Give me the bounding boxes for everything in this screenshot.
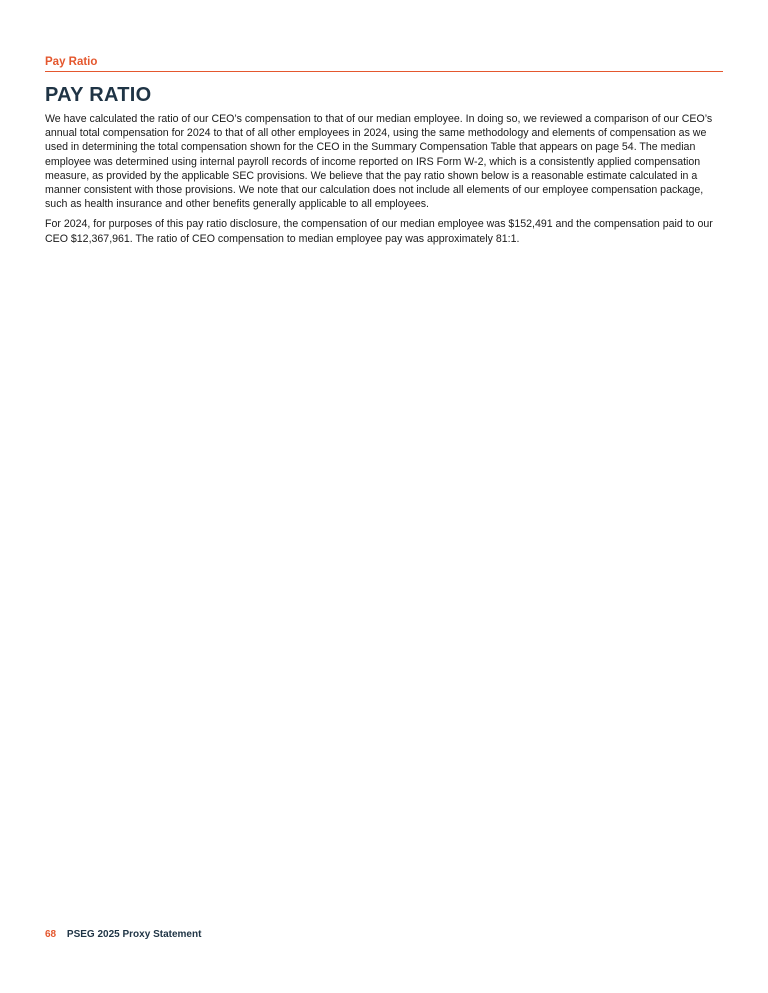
header-divider: [45, 71, 723, 72]
page-title: PAY RATIO: [45, 84, 152, 106]
paragraph-methodology: We have calculated the ratio of our CEO’s compensation to that of our median employee. In doing so, we reviewed a comparison of our CEO’s annual total compensation for 2024 to that of all other employees in 2024, using the same methodology and elements of compensation as we used in determining the total compensation shown for the CEO in the Summary Compensation Table that appears on page 54. The median employee was determined using internal payroll records of income reported on IRS Form W-2, which is a consistently applied compensation measure, as provided by the applicable SEC provisions. We believe that the pay ratio shown below is a reasonable estimate calculated in a manner consistent with those provisions. We note that our calculation does not include all elements of our employee compensation package, such as health insurance and other benefits generally applicable to all employees.: [45, 113, 713, 211]
page-footer: [45, 929, 201, 940]
section-label: Pay Ratio: [45, 56, 98, 68]
publication-title: PSEG 2025 Proxy Statement: [66, 929, 202, 940]
page-number: 68: [45, 929, 57, 940]
body-text: [45, 112, 725, 252]
paragraph-ratio: For 2024, for purposes of this pay ratio disclosure, the compensation of our median employee was $152,491 and the compensation paid to our CEO $12,367,961. The ratio of CEO compensation to median employee pay was approximately 81:1.: [45, 218, 713, 245]
